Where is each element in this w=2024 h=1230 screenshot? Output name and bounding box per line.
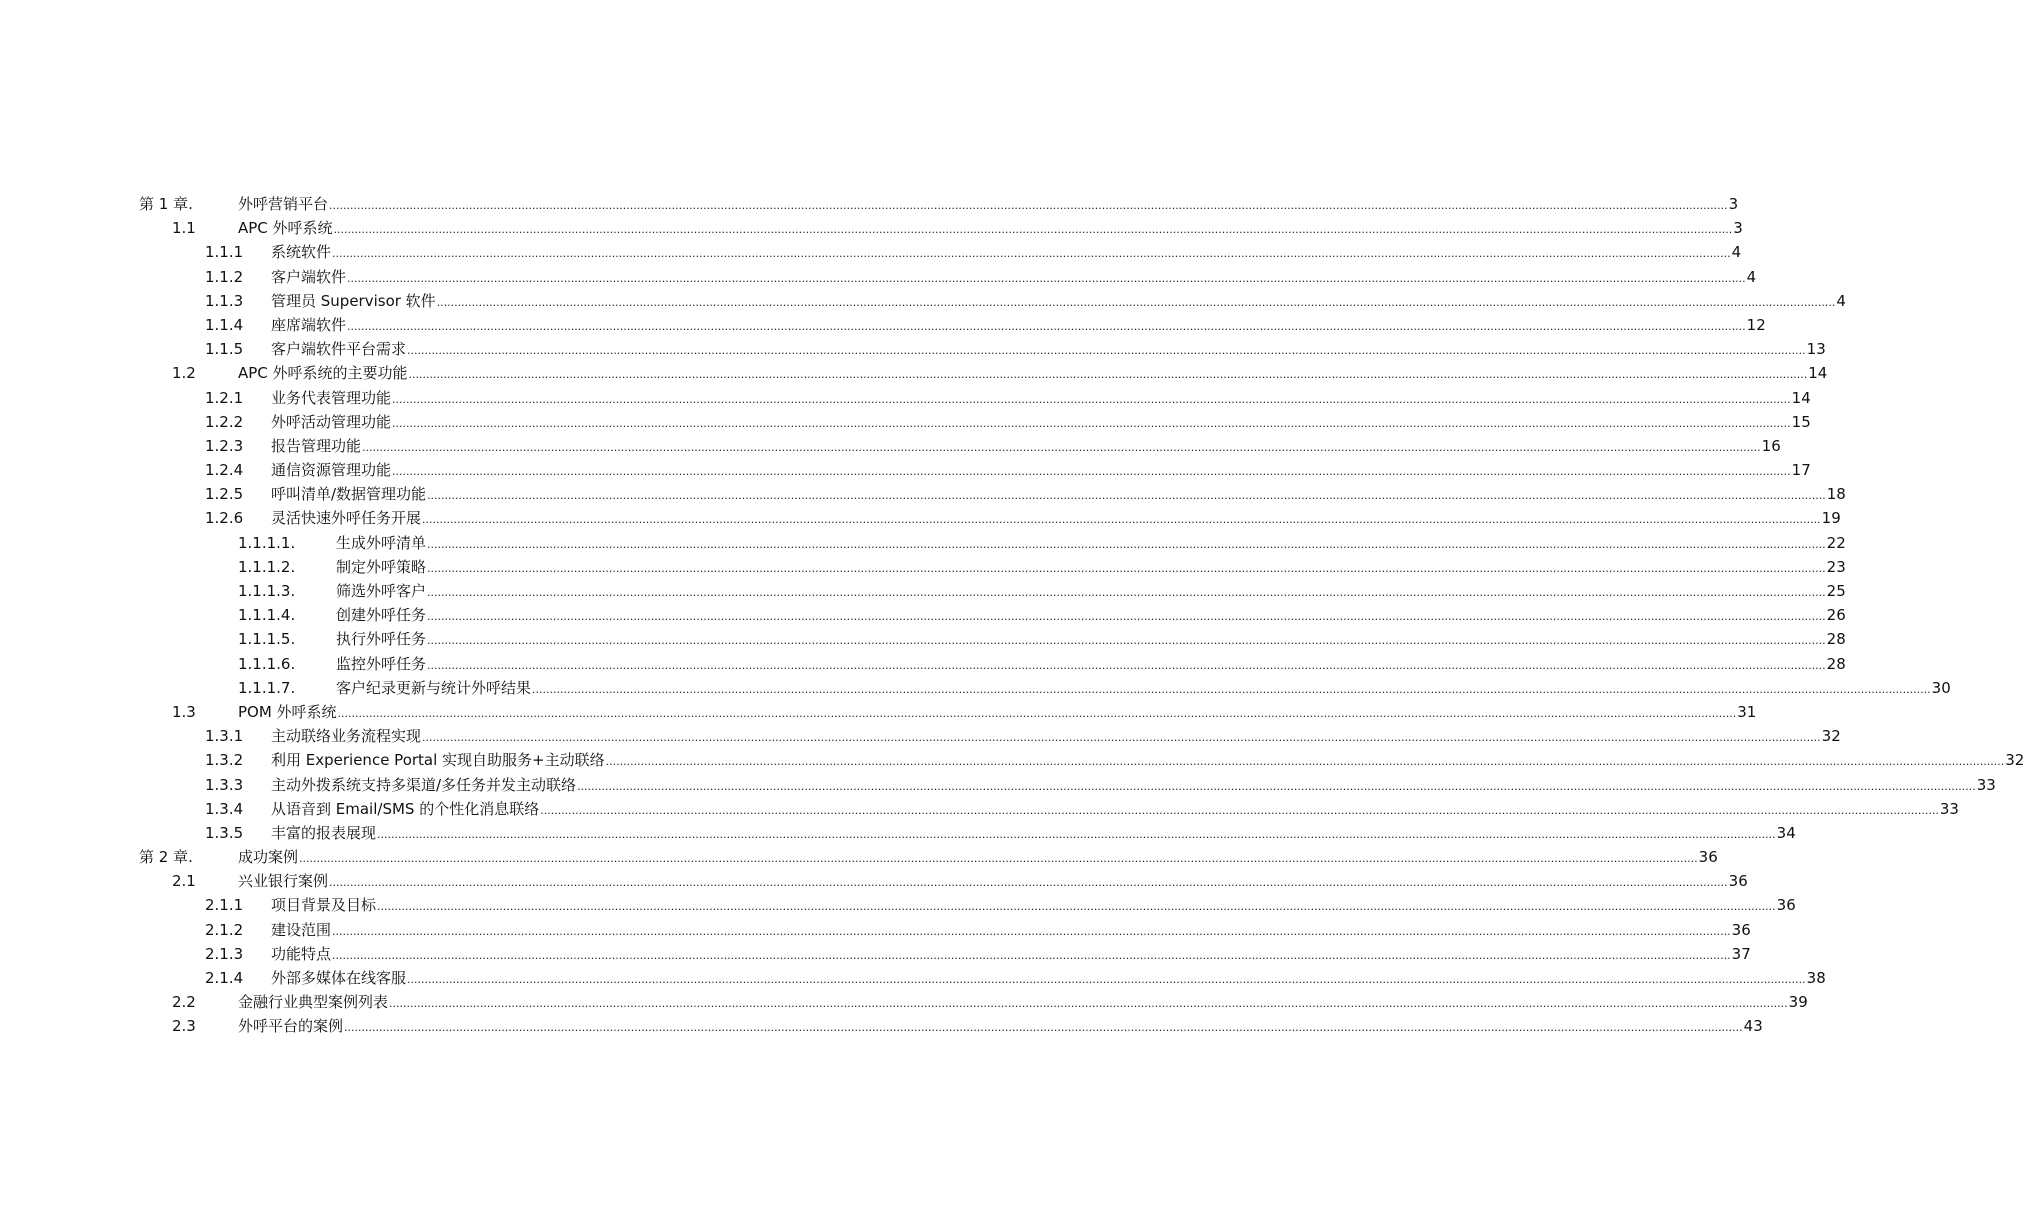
dot-leader: ................................................................................................................................................................................................................................................................................................................................................................................................................ (408, 368, 1808, 382)
toc-entry-line (238, 216, 1743, 242)
toc-entry[interactable] (0, 918, 1751, 942)
toc-entry-number: 2.1 (172, 872, 196, 891)
toc-entry-title[interactable]: APC 外呼系统 (238, 219, 333, 238)
toc-entry-page-number: 4 (1731, 243, 1742, 262)
toc-entry-page-number: 30 (1931, 678, 1951, 697)
toc-entry[interactable] (0, 773, 1996, 797)
toc-entry[interactable] (0, 434, 1781, 458)
dot-leader: ................................................................................................................................................................................................................................................................................................................................................................................................................ (422, 731, 1821, 745)
toc-entry[interactable] (0, 652, 1846, 676)
toc-entry-page-number: 28 (1826, 630, 1846, 649)
dot-leader: ................................................................................................................................................................................................................................................................................................................................................................................................................ (407, 973, 1806, 986)
toc-entry-page-number: 13 (1806, 340, 1826, 359)
toc-entry-number: 1.1.1.3. (238, 582, 296, 600)
toc-entry-number: 第 1 章. (139, 195, 193, 213)
toc-entry-page-number: 33 (1976, 775, 1996, 794)
toc-entry[interactable] (0, 458, 1811, 482)
toc-entry-line (271, 821, 1796, 847)
toc-entry-line (271, 966, 1826, 992)
toc-entry-number: 1.3 (172, 702, 196, 721)
toc-entry-number: 1.2.6 (205, 509, 244, 528)
toc-entry-page-number: 3 (1733, 219, 1743, 238)
toc-entry[interactable] (0, 869, 1748, 893)
toc-entry-number: 1.1.1.2. (238, 557, 296, 576)
toc-entry-page-number: 4 (1836, 291, 1846, 310)
toc-entry-number: 1.3.3 (205, 775, 244, 794)
toc-entry-page-number: 16 (1761, 436, 1781, 455)
toc-entry-line (336, 652, 1846, 678)
toc-entry-number: 1.1.1 (205, 243, 244, 262)
toc-entry-line (238, 1014, 1763, 1040)
toc-entry[interactable] (0, 603, 1846, 627)
toc-entry-number: 2.1.2 (205, 920, 244, 939)
toc-entry-number: 2.1.4 (205, 969, 244, 987)
toc-entry-line (271, 265, 1757, 291)
toc-entry-title[interactable]: 生成外呼清单 (336, 533, 427, 552)
toc-entry-title[interactable]: 灵活快速外呼任务开展 (271, 509, 422, 528)
toc-entry[interactable] (0, 240, 1742, 264)
toc-entry-line (271, 434, 1781, 460)
toc-entry-line (336, 555, 1846, 581)
toc-entry[interactable] (0, 845, 1718, 869)
toc-entry-page-number: 36 (1776, 896, 1796, 915)
toc-entry-line (238, 192, 1739, 218)
toc-entry-title[interactable]: POM 外呼系统 (238, 702, 337, 721)
toc-entry-title[interactable]: 丰富的报表展现 (271, 823, 377, 842)
toc-entry-line (238, 869, 1748, 895)
toc-entry[interactable] (0, 990, 1808, 1014)
toc-entry-number: 1.3.2 (205, 751, 244, 770)
dot-leader: ................................................................................................................................................................................................................................................................................................................................................................................................................ (337, 706, 1737, 720)
toc-entry-title[interactable]: 执行外呼任务 (336, 630, 427, 649)
toc-entry-line (271, 506, 1841, 532)
dot-leader: ................................................................................................................................................................................................................................................................................................................................................................................................................ (427, 634, 1826, 648)
toc-entry-number: 1.1.4 (205, 315, 244, 334)
toc-entry-title[interactable]: 创建外呼任务 (336, 606, 427, 625)
dot-leader: ................................................................................................................................................................................................................................................................................................................................................................................................................ (392, 392, 1791, 406)
toc-entry[interactable] (0, 627, 1846, 651)
toc-entry-number: 1.1.1.5. (238, 630, 296, 649)
toc-entry-number: 2.1.3 (205, 944, 244, 963)
dot-leader: ................................................................................................................................................................................................................................................................................................................................................................................................................ (427, 586, 1826, 599)
toc-entry-page-number: 19 (1821, 509, 1841, 528)
toc-entry[interactable] (0, 676, 1951, 700)
toc-entry-number: 1.2.3 (205, 436, 244, 455)
toc-entry-page-number: 3 (1728, 195, 1739, 213)
toc-entry-number: 1.3.5 (205, 823, 244, 842)
toc-entry-number: 第 2 章. (139, 848, 193, 867)
toc-entry-line (336, 603, 1846, 629)
toc-entry-line (336, 579, 1846, 605)
dot-leader: ................................................................................................................................................................................................................................................................................................................................................................................................................ (329, 199, 1728, 212)
toc-entry[interactable] (0, 337, 1826, 361)
toc-entry-page-number: 39 (1788, 993, 1808, 1012)
toc-entry-number: 2.2 (172, 993, 196, 1012)
toc-entry[interactable] (0, 893, 1796, 917)
toc-entry[interactable] (0, 386, 1811, 410)
dot-leader: ................................................................................................................................................................................................................................................................................................................................................................................................................ (577, 779, 1976, 793)
toc-entry-title[interactable]: 功能特点 (271, 944, 332, 963)
toc-entry-number: 1.1.1.1. (238, 533, 296, 552)
toc-entry-title[interactable]: 监控外呼任务 (336, 654, 427, 673)
toc-entry-line (271, 386, 1811, 412)
toc-entry-page-number: 28 (1826, 654, 1846, 673)
toc-entry[interactable] (0, 531, 1846, 555)
dot-leader: ................................................................................................................................................................................................................................................................................................................................................................................................................ (427, 610, 1826, 624)
toc-entry-number: 1.1.1.4. (238, 606, 296, 625)
dot-leader: ................................................................................................................................................................................................................................................................................................................................................................................................................ (329, 876, 1728, 890)
toc-entry-number: 2.3 (172, 1017, 196, 1036)
toc-entry-title[interactable]: 项目背景及目标 (271, 896, 377, 915)
toc-entry[interactable] (0, 966, 1826, 990)
dot-leader: ................................................................................................................................................................................................................................................................................................................................................................................................................ (333, 223, 1733, 237)
toc-entry-page-number: 15 (1791, 412, 1811, 431)
toc-entry-line (271, 289, 1846, 315)
toc-entry-page-number: 18 (1826, 485, 1846, 504)
dot-leader: ................................................................................................................................................................................................................................................................................................................................................................................................................ (299, 852, 1698, 866)
toc-entry[interactable] (0, 579, 1846, 603)
toc-entry-title[interactable]: 外呼平台的案例 (238, 1017, 344, 1036)
toc-entry-title[interactable]: 报告管理功能 (271, 436, 362, 455)
toc-entry-title[interactable]: 利用 Experience Portal 实现自助服务+主动联络 (271, 751, 605, 770)
toc-entry-number: 1.2.1 (205, 388, 244, 407)
toc-entry-number: 1.2.2 (205, 412, 244, 431)
toc-entry-line (271, 482, 1846, 508)
dot-leader: ................................................................................................................................................................................................................................................................................................................................................................................................................ (605, 755, 2005, 769)
toc-entry-number: 1.1.3 (205, 291, 244, 310)
toc-entry-title[interactable]: 主动外拨系统支持多渠道/多任务并发主动联络 (271, 775, 577, 794)
toc-entry-title[interactable]: 管理员 Supervisor 软件 (271, 291, 436, 310)
dot-leader: ................................................................................................................................................................................................................................................................................................................................................................................................................ (389, 997, 1788, 1011)
toc-entry[interactable] (0, 724, 1841, 748)
dot-leader: ................................................................................................................................................................................................................................................................................................................................................................................................................ (532, 682, 1931, 696)
toc-entry-line (271, 918, 1751, 944)
toc-entry-title[interactable]: 筛选外呼客户 (336, 582, 427, 600)
toc-entry-page-number: 36 (1728, 872, 1748, 891)
toc-entry-page-number: 36 (1698, 848, 1718, 867)
toc-entry-page-number: 33 (1939, 799, 1959, 818)
toc-entry-line (238, 990, 1808, 1016)
toc-entry-title[interactable]: 建设范围 (271, 920, 332, 939)
toc-entry[interactable] (0, 313, 1766, 337)
toc-entry-title[interactable]: 成功案例 (238, 848, 299, 867)
toc-entry-line (271, 458, 1811, 484)
toc-entry-line (271, 942, 1751, 968)
toc-entry[interactable] (0, 700, 1757, 724)
toc-entry-page-number: 14 (1791, 388, 1811, 407)
toc-entry-number: 1.2.4 (205, 461, 244, 480)
toc-entry-title[interactable]: 通信资源管理功能 (271, 461, 392, 480)
toc-entry-line (271, 797, 1959, 823)
toc-entry-page-number: 26 (1826, 606, 1846, 625)
toc-entry-line (271, 410, 1811, 436)
dot-leader: ................................................................................................................................................................................................................................................................................................................................................................................................................ (540, 803, 1939, 817)
toc-entry[interactable] (0, 821, 1796, 845)
toc-entry-page-number: 38 (1806, 969, 1826, 987)
toc-entry-page-number: 37 (1731, 944, 1751, 963)
toc-entry-line (271, 724, 1841, 750)
toc-entry-line (271, 893, 1796, 919)
toc-entry-number: 1.1.1.7. (238, 678, 296, 697)
table-of-contents (0, 192, 2024, 1039)
toc-entry-line (336, 676, 1951, 702)
toc-entry-line (271, 337, 1826, 363)
toc-entry-page-number: 4 (1746, 267, 1757, 286)
toc-entry[interactable] (0, 289, 1846, 313)
toc-entry-page-number: 34 (1776, 823, 1796, 842)
toc-entry-title[interactable]: 金融行业典型案例列表 (238, 993, 389, 1012)
toc-entry-number: 1.1.1.6. (238, 654, 296, 673)
toc-entry-page-number: 36 (1731, 920, 1751, 939)
toc-entry-page-number: 43 (1743, 1017, 1763, 1036)
toc-entry-title[interactable]: 业务代表管理功能 (271, 388, 392, 407)
toc-entry-line (336, 627, 1846, 653)
toc-entry-page-number: 25 (1826, 582, 1846, 600)
toc-entry[interactable] (0, 361, 1828, 385)
toc-entry-title[interactable]: 外部多媒体在线客服 (271, 969, 407, 987)
toc-entry-number: 1.2 (172, 364, 196, 383)
dot-leader: ................................................................................................................................................................................................................................................................................................................................................................................................................ (436, 295, 1836, 309)
dot-leader: ................................................................................................................................................................................................................................................................................................................................................................................................................ (332, 924, 1731, 938)
dot-leader: ................................................................................................................................................................................................................................................................................................................................................................................................................ (377, 827, 1776, 841)
toc-entry-title[interactable]: 呼叫清单/数据管理功能 (271, 485, 427, 504)
dot-leader: ................................................................................................................................................................................................................................................................................................................................................................................................................ (427, 561, 1826, 575)
dot-leader: ................................................................................................................................................................................................................................................................................................................................................................................................................ (332, 247, 1731, 261)
toc-entry-title[interactable]: 客户端软件平台需求 (271, 340, 407, 359)
dot-leader: ................................................................................................................................................................................................................................................................................................................................................................................................................ (344, 1021, 1743, 1035)
toc-entry-title[interactable]: 主动联络业务流程实现 (271, 727, 422, 746)
toc-entry-page-number: 32 (2005, 751, 2024, 770)
toc-entry[interactable] (0, 482, 1846, 506)
dot-leader: ................................................................................................................................................................................................................................................................................................................................................................................................................ (377, 900, 1776, 914)
toc-entry[interactable] (0, 942, 1751, 966)
dot-leader: ................................................................................................................................................................................................................................................................................................................................................................................................................ (392, 416, 1791, 430)
toc-entry-line (271, 240, 1742, 266)
toc-entry[interactable] (0, 797, 1959, 821)
toc-entry[interactable] (0, 265, 1757, 289)
toc-entry-number: 1.2.5 (205, 485, 244, 504)
toc-entry-page-number: 14 (1808, 364, 1828, 383)
toc-entry-number: 1.1 (172, 219, 196, 238)
toc-entry-title[interactable]: 制定外呼策略 (336, 557, 427, 576)
toc-entry[interactable] (0, 1014, 1763, 1038)
dot-leader: ................................................................................................................................................................................................................................................................................................................................................................................................................ (332, 948, 1731, 962)
dot-leader: ................................................................................................................................................................................................................................................................................................................................................................................................................ (362, 440, 1761, 454)
toc-entry[interactable] (0, 192, 1739, 216)
toc-entry-line (238, 845, 1718, 871)
dot-leader: ................................................................................................................................................................................................................................................................................................................................................................................................................ (392, 465, 1791, 479)
toc-entry-number: 1.3.4 (205, 799, 244, 818)
dot-leader: ................................................................................................................................................................................................................................................................................................................................................................................................................ (347, 271, 1746, 285)
toc-entry[interactable] (0, 410, 1811, 434)
toc-entry-number: 1.1.5 (205, 340, 244, 359)
toc-entry[interactable] (0, 506, 1841, 530)
toc-entry-title[interactable]: 座席端软件 (271, 315, 347, 334)
dot-leader: ................................................................................................................................................................................................................................................................................................................................................................................................................ (407, 344, 1806, 358)
toc-entry-line (336, 531, 1846, 557)
toc-entry-title[interactable]: 系统软件 (271, 243, 332, 262)
toc-entry-number: 1.1.2 (205, 267, 244, 286)
toc-entry-title[interactable]: 外呼营销平台 (238, 195, 329, 213)
toc-entry-page-number: 17 (1791, 461, 1811, 480)
toc-entry-title[interactable]: 外呼活动管理功能 (271, 412, 392, 431)
toc-entry-line (238, 361, 1828, 387)
toc-entry-title[interactable]: 客户端软件 (271, 267, 347, 286)
toc-entry-title[interactable]: APC 外呼系统的主要功能 (238, 364, 408, 383)
toc-entry-line (271, 748, 2024, 774)
toc-entry-line (271, 773, 1996, 799)
toc-entry-title[interactable]: 客户纪录更新与统计外呼结果 (336, 678, 532, 697)
toc-entry-page-number: 23 (1826, 557, 1846, 576)
toc-entry[interactable] (0, 216, 1743, 240)
dot-leader: ................................................................................................................................................................................................................................................................................................................................................................................................................ (427, 658, 1826, 672)
toc-entry-page-number: 12 (1746, 315, 1766, 334)
toc-entry[interactable] (0, 748, 2024, 772)
dot-leader: ................................................................................................................................................................................................................................................................................................................................................................................................................ (427, 489, 1826, 503)
toc-entry-page-number: 31 (1737, 702, 1757, 721)
toc-entry-title[interactable]: 兴业银行案例 (238, 872, 329, 891)
dot-leader: ................................................................................................................................................................................................................................................................................................................................................................................................................ (422, 513, 1821, 527)
toc-entry[interactable] (0, 555, 1846, 579)
toc-entry-page-number: 32 (1821, 727, 1841, 746)
toc-entry-line (271, 313, 1766, 339)
toc-entry-number: 1.3.1 (205, 727, 244, 746)
toc-entry-line (238, 700, 1757, 726)
dot-leader: ................................................................................................................................................................................................................................................................................................................................................................................................................ (347, 319, 1746, 333)
dot-leader: ................................................................................................................................................................................................................................................................................................................................................................................................................ (427, 537, 1826, 551)
toc-entry-number: 2.1.1 (205, 896, 244, 915)
toc-entry-page-number: 22 (1826, 533, 1846, 552)
toc-entry-title[interactable]: 从语音到 Email/SMS 的个性化消息联络 (271, 799, 540, 818)
